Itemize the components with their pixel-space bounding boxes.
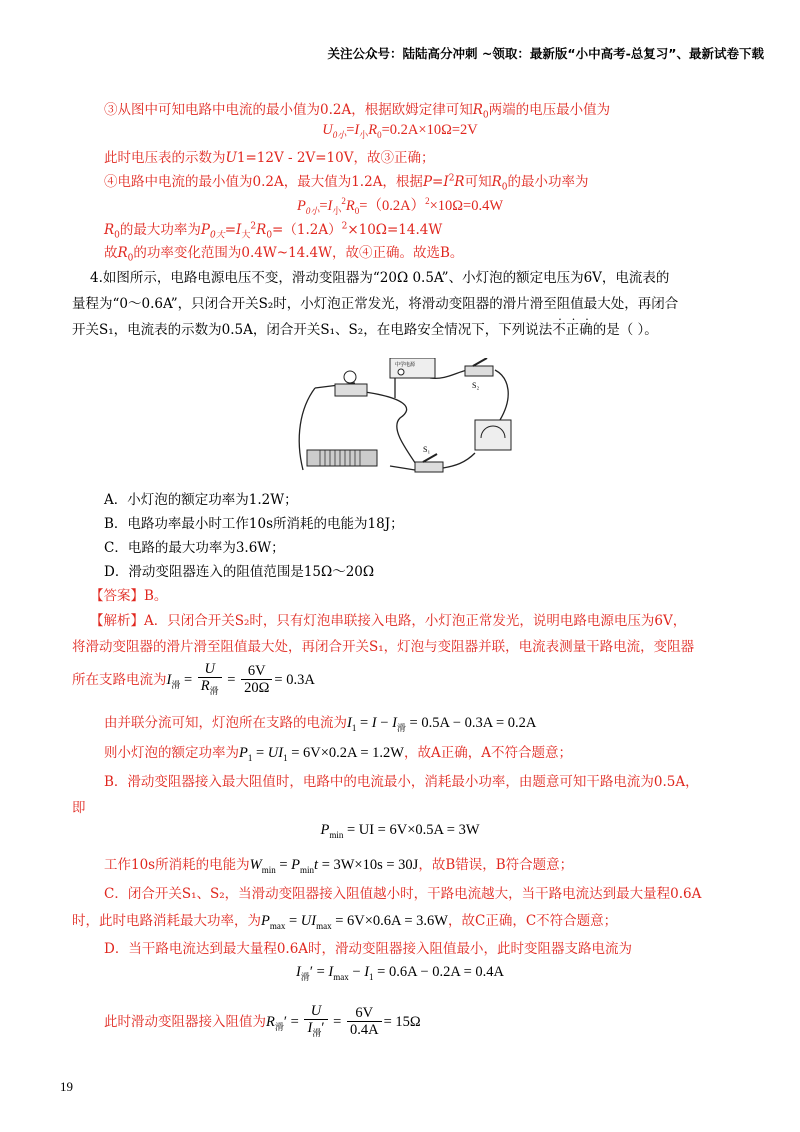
option-c: C．电路的最大功率为3.6W； <box>104 540 285 556</box>
s2-label: S₂ <box>472 381 480 390</box>
analysis-line: 工作10s所消耗的电能为$W_{min} = P_{min}t = 3W\times 10s = 30J$，故B错误，B符合题意； <box>104 857 574 875</box>
analysis-line: 【解析】A．只闭合开关S₂时，只有灯泡串联接入电路，小灯泡正常发光，说明电路电源电压为6V， <box>90 613 687 629</box>
analysis-line: 所在支路电流为$I_滑$ = $\frac{U}{R_滑}$ = $\frac{6V}{20\Omega}$ = 0.3A <box>72 661 315 697</box>
bulb-icon <box>344 371 356 383</box>
equation: $I_滑' = I_{max} - I_1 = 0.6A - 0.2A = 0.4A$ <box>295 964 505 982</box>
option-b: B．电路功率最小时工作10s所消耗的电能为18J； <box>104 516 404 532</box>
wire <box>495 370 508 420</box>
power-supply <box>390 358 435 378</box>
equation: $U_{0小}=I_小R_0=0.2A\times 10\Omega=2V$ <box>322 122 478 140</box>
switch-s2 <box>465 366 493 376</box>
question-line: 4.如图所示，电路电源电压不变，滑动变阻器为“20Ω 0.5A”、小灯泡的额定电压为6V，电流表的 <box>90 270 670 286</box>
equation: $P_{0小}=I_小^2R_0=(0.2A)^2\times 10\Omega=0.4W$ <box>296 196 504 216</box>
answer: 【答案】B。 <box>90 588 168 604</box>
rheostat <box>307 450 377 466</box>
knob <box>398 369 404 375</box>
text-line: $R_0$的最大功率为$P_{0大}=I_大^2R_0=(1.2A)^2\times 10\Omega=14.4W$ <box>104 221 443 241</box>
equation: $P_{min}$ = UI = 6V×0.5A = 3W <box>320 822 480 840</box>
text-line: 此时电压表的示数为U1=12V - 2V=10V，故③正确； <box>104 150 435 166</box>
page-header: 关注公众号：陆陆高分冲刺 ~领取：最新版“小中高考-总复习”、最新试卷下载 <box>327 46 764 61</box>
switch-s1 <box>415 462 443 472</box>
text-line: ③从图中可知电路中电流的最小值为0.2A，根据欧姆定律可知$R_0$两端的电压最小值为 <box>104 102 611 121</box>
analysis-line: 由并联分流可知，灯泡所在支路的电流为$I_1 = I - I_滑 = 0.5A - 0.3A = 0.2A$ <box>104 715 537 733</box>
option-a: A．小灯泡的额定功率为1.2W； <box>104 492 298 508</box>
wire <box>443 453 475 468</box>
analysis-line: 即 <box>72 800 86 816</box>
analysis-line: 此时滑动变阻器接入阻值为$R_滑'$ = $\frac{U}{I_滑'}$ = $\frac{6V}{0.4A}$ = 15Ω <box>104 1003 421 1039</box>
ammeter <box>475 420 511 450</box>
analysis-line: 时，此时电路消耗最大功率，为$P_{max} = UI_{max} = 6V\times 0.6A = 3.6W$，故C正确，C不符合题意； <box>72 913 618 931</box>
option-d: D．滑动变阻器连入的阻值范围是15Ω～20Ω <box>104 564 375 580</box>
wire <box>430 370 467 378</box>
switch-lever <box>423 454 437 462</box>
s1-label: S₁ <box>423 445 431 454</box>
analysis-line: C．闭合开关S₁、S₂，当滑动变阻器接入阻值越小时，干路电流越大，当干路电流达到最大量程0.6A <box>104 886 702 902</box>
bulb-base <box>335 384 367 396</box>
analysis-line: 将滑动变阻器的滑片滑至阻值最大处，再闭合开关S₁，灯泡与变阻器并联，电流表测量干路电流，变阻器 <box>72 639 695 655</box>
circuit-diagram <box>295 358 517 480</box>
analysis-line: D．当干路电流达到最大量程0.6A时，滑动变阻器接入阻值最小，此时变阻器支路电流为 <box>104 941 633 957</box>
power-supply-label: 中学电源 <box>395 362 416 368</box>
wire <box>390 466 415 470</box>
analysis-line: 则小灯泡的额定功率为$P_1 = UI_1 = 6V\times 0.2A = 1.2W$，故A正确，A不符合题意； <box>104 745 572 763</box>
page-number: 19 <box>60 1079 73 1094</box>
switch-lever <box>473 358 487 366</box>
analysis-line: B．滑动变阻器接入最大阻值时，电路中的电流最小，消耗最小功率，由题意可知干路电流为0.5A， <box>104 774 699 790</box>
emphasis-text: 不正确 <box>552 322 593 338</box>
text-line: ④电路中电流的最小值为0.2A，最大值为1.2A，根据$P=I^2R$可知$R_0$的最小功率为 <box>104 173 589 193</box>
question-line: 量程为“0～0.6A”，只闭合开关S₂时，小灯泡正常发光，将滑动变阻器的滑片滑至阻值最大处，再闭合 <box>72 296 679 312</box>
text-line: 故$R_0$的功率变化范围为0.4W~14.4W，故④正确。故选B。 <box>104 245 464 264</box>
question-line: 开关S₁，电流表的示数为0.5A，闭合开关S₁、S₂，在电路安全情况下，下列说法不正确的是（ ）。 <box>72 322 658 338</box>
